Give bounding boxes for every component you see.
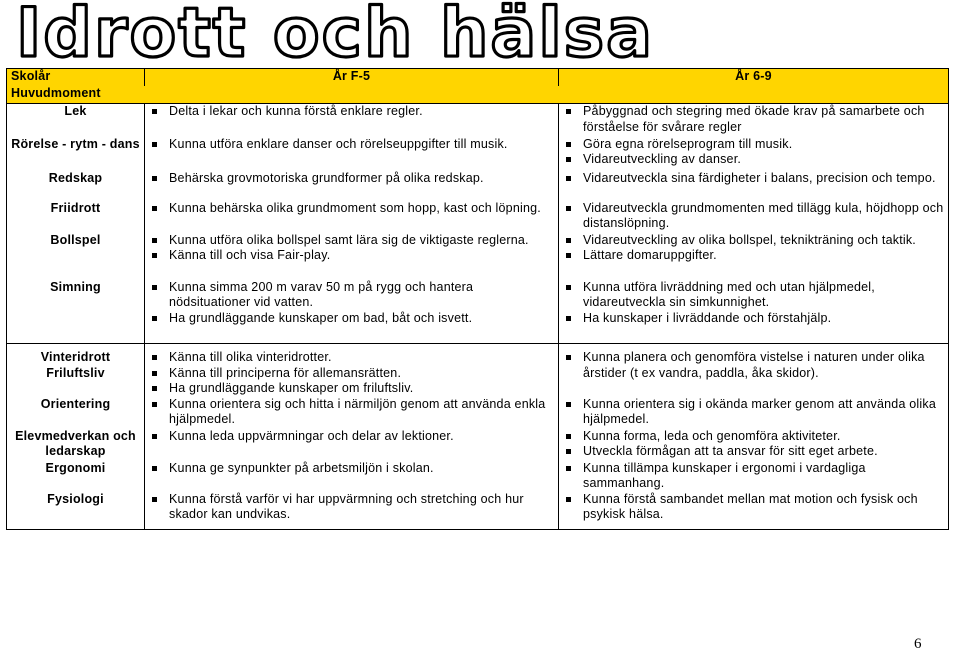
list-item: Kunna förstå sambandet mellan mat motion och fysisk och psykisk hälsa. (563, 492, 944, 523)
category-rorelse: Rörelse - rytm - dans (7, 137, 145, 171)
y69-cell (559, 280, 949, 344)
list-item: Kunna leda uppvärmningar och delar av lektioner. (149, 429, 554, 445)
category-vinteridrott (7, 344, 145, 397)
table-row (7, 171, 949, 201)
table-row (7, 280, 949, 344)
y69-cell (559, 344, 949, 397)
table-row (7, 397, 949, 429)
f5-cell (145, 104, 559, 137)
y69-cell (559, 233, 949, 280)
main-heading: Huvudmoment (7, 86, 949, 104)
y69-cell (559, 397, 949, 429)
table-row (7, 201, 949, 233)
document-title (0, 0, 960, 64)
table-row (7, 344, 949, 397)
y69-cell (559, 137, 949, 171)
y69-cell (559, 492, 949, 530)
list-item: Kunna utföra livräddning med och utan hjälpmedel, vidareutveckla sin simkunnighet. (563, 280, 944, 311)
y69-cell (559, 104, 949, 137)
list-item: Kunna ge synpunkter på arbetsmiljön i skolan. (149, 461, 554, 477)
list-item: Ha kunskaper i livräddande och förstahjälp. (563, 311, 944, 327)
page-number: 6 (914, 636, 922, 652)
list-item: Kunna förstå varför vi har uppvärmning och stretching och hur skador kan undvikas. (149, 492, 554, 523)
f5-cell (145, 233, 559, 280)
header-row (7, 69, 949, 87)
document-title-text: Idrott och hälsa (16, 0, 654, 64)
list-item: Utveckla förmågan att ta ansvar för sitt eget arbete. (563, 444, 944, 460)
table-row (7, 137, 949, 171)
category-redskap: Redskap (7, 171, 145, 201)
list-item: Kunna orientera sig och hitta i närmiljön genom att använda enkla hjälpmedel. (149, 397, 554, 428)
f5-cell (145, 429, 559, 461)
list-item: Kunna behärska olika grundmoment som hopp, kast och löpning. (149, 201, 554, 217)
table-row (7, 233, 949, 280)
header-school-year: Skolår (7, 69, 145, 87)
list-item: Känna till olika vinteridrotter. (149, 350, 554, 366)
list-item: Göra egna rörelseprogram till musik. (563, 137, 944, 153)
category-vinteridrott-label: Vinteridrott Friluftsliv (40, 350, 111, 380)
list-item: Känna till principerna för allemansrätten. (149, 366, 554, 382)
table-row (7, 429, 949, 461)
f5-cell (145, 201, 559, 233)
category-orientering: Orientering (7, 397, 145, 429)
table-row (7, 492, 949, 530)
list-item: Lättare domaruppgifter. (563, 248, 944, 264)
list-item: Kunna utföra olika bollspel samt lära sig de viktigaste reglerna. (149, 233, 554, 249)
list-item: Kunna tillämpa kunskaper i ergonomi i vardagliga sammanhang. (563, 461, 944, 492)
list-item: Vidareutveckling av olika bollspel, teknikträning och taktik. (563, 233, 944, 249)
f5-cell (145, 461, 559, 492)
f5-cell (145, 137, 559, 171)
category-elevmedverkan: Elevmedverkan och ledarskap (7, 429, 145, 461)
f5-cell (145, 280, 559, 344)
category-friidrott: Friidrott (7, 201, 145, 233)
list-item: Kunna planera och genomföra vistelse i naturen under olika årstider (t ex vandra, paddla, åka skidor). (563, 350, 944, 381)
list-item: Kunna simma 200 m varav 50 m på rygg och hantera nödsituationer vid vatten. (149, 280, 554, 311)
header-year-6-9: År 6-9 (559, 69, 949, 87)
list-item: Vidareutveckla sina färdigheter i balans, precision och tempo. (563, 171, 944, 187)
header-year-f5: År F-5 (145, 69, 559, 87)
list-item: Vidareutveckling av danser. (563, 152, 944, 168)
list-item: Behärska grovmotoriska grundformer på olika redskap. (149, 171, 554, 187)
category-bollspel: Bollspel (7, 233, 145, 280)
y69-cell (559, 201, 949, 233)
f5-cell (145, 492, 559, 530)
list-item: Ha grundläggande kunskaper om friluftsliv. (149, 381, 554, 397)
list-item: Delta i lekar och kunna förstå enklare regler. (149, 104, 554, 120)
category-ergonomi: Ergonomi (7, 461, 145, 492)
list-item: Vidareutveckla grundmomenten med tillägg kula, höjdhopp och distanslöpning. (563, 201, 944, 232)
main-heading-row (7, 86, 949, 104)
list-item: Ha grundläggande kunskaper om bad, båt och isvett. (149, 311, 554, 327)
y69-cell (559, 171, 949, 201)
document-title-graphic (0, 0, 960, 64)
list-item: Kunna forma, leda och genomföra aktiviteter. (563, 429, 944, 445)
list-item: Kunna orientera sig i okända marker genom att använda olika hjälpmedel. (563, 397, 944, 428)
table-row (7, 104, 949, 137)
category-fysiologi: Fysiologi (7, 492, 145, 530)
curriculum-table (6, 68, 949, 530)
f5-cell (145, 397, 559, 429)
category-lek: Lek (7, 104, 145, 137)
table-row (7, 461, 949, 492)
list-item: Känna till och visa Fair-play. (149, 248, 554, 264)
f5-cell (145, 344, 559, 397)
category-simning: Simning (7, 280, 145, 344)
f5-cell (145, 171, 559, 201)
y69-cell (559, 429, 949, 461)
y69-cell (559, 461, 949, 492)
list-item: Kunna utföra enklare danser och rörelseuppgifter till musik. (149, 137, 554, 153)
list-item: Påbyggnad och stegring med ökade krav på samarbete och förståelse för svårare regler (563, 104, 944, 135)
